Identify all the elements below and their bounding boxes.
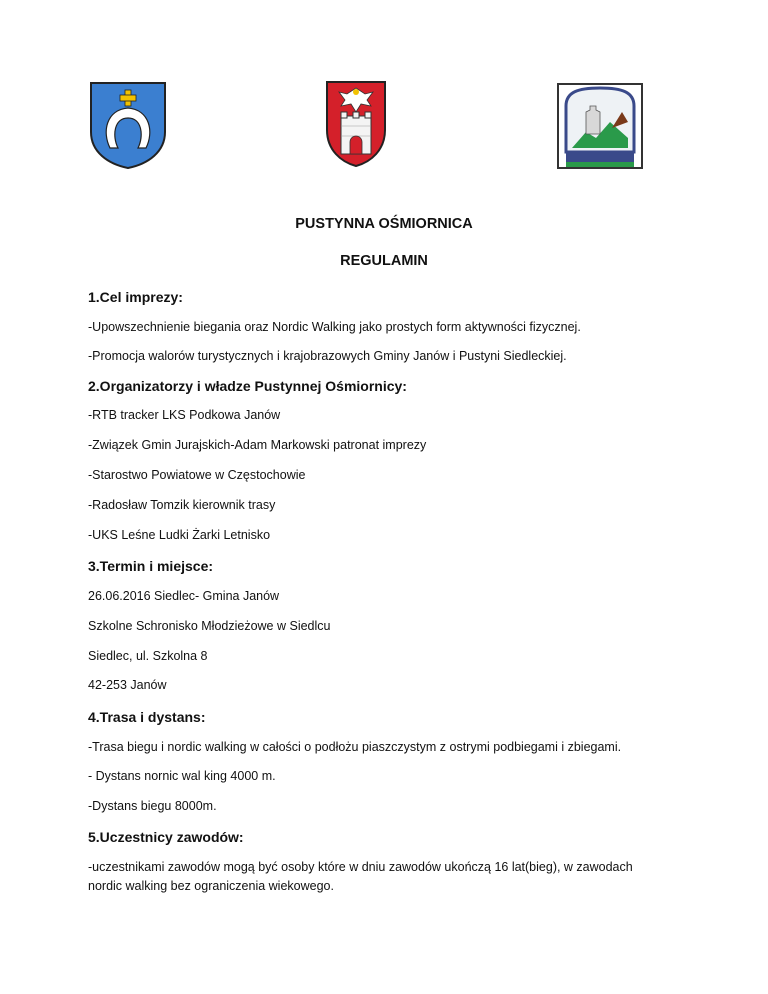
jura-union-emblem-icon bbox=[556, 82, 644, 170]
logo-row bbox=[0, 80, 768, 180]
section-line: -Promocja walorów turystycznych i krajobrazowych Gminy Janów i Pustyni Siedleckiej. bbox=[88, 349, 567, 363]
janow-coat-of-arms-icon bbox=[88, 80, 168, 170]
section-line: -Dystans biegu 8000m. bbox=[88, 799, 217, 813]
section-line: -Radosław Tomzik kierownik trasy bbox=[88, 498, 276, 512]
section-line: -Starostwo Powiatowe w Częstochowie bbox=[88, 468, 306, 482]
section-line: -RTB tracker LKS Podkowa Janów bbox=[88, 408, 281, 422]
section-heading: 3.Termin i miejsce: bbox=[88, 558, 214, 574]
eagle-tower-coat-of-arms-icon bbox=[325, 80, 387, 168]
section-line: 26.06.2016 Siedlec- Gmina Janów bbox=[88, 589, 280, 603]
section-line: -UKS Leśne Ludki Żarki Letnisko bbox=[88, 528, 271, 542]
section-line: -uczestnikami zawodów mogą być osoby które w dniu zawodów ukończą 16 lat(bieg), w zawodach bbox=[88, 860, 633, 874]
section-line: -Związek Gmin Jurajskich-Adam Markowski patronat imprezy bbox=[88, 438, 427, 452]
section-line: 42-253 Janów bbox=[88, 678, 167, 692]
section-heading: 1.Cel imprezy: bbox=[88, 289, 183, 305]
section-heading: 2.Organizatorzy i władze Pustynnej Ośmiornicy: bbox=[88, 378, 407, 394]
section-line: -Trasa biegu i nordic walking w całości o podłożu piaszczystym z ostrymi podbiegami i zbiegami. bbox=[88, 740, 622, 754]
section-line: Siedlec, ul. Szkolna 8 bbox=[88, 649, 208, 663]
section-line: Szkolne Schronisko Młodzieżowe w Siedlcu bbox=[88, 619, 331, 633]
document-subtitle: REGULAMIN bbox=[340, 253, 428, 269]
section-line: nordic walking bez ograniczenia wiekowego. bbox=[88, 879, 334, 893]
section-line: - Dystans nornic wal king 4000 m. bbox=[88, 769, 276, 783]
section-heading: 4.Trasa i dystans: bbox=[88, 709, 206, 725]
document-title: PUSTYNNA OŚMIORNICA bbox=[295, 216, 473, 232]
section-heading: 5.Uczestnicy zawodów: bbox=[88, 829, 244, 845]
section-line: -Upowszechnienie biegania oraz Nordic Walking jako prostych form aktywności fizycznej. bbox=[88, 320, 581, 334]
